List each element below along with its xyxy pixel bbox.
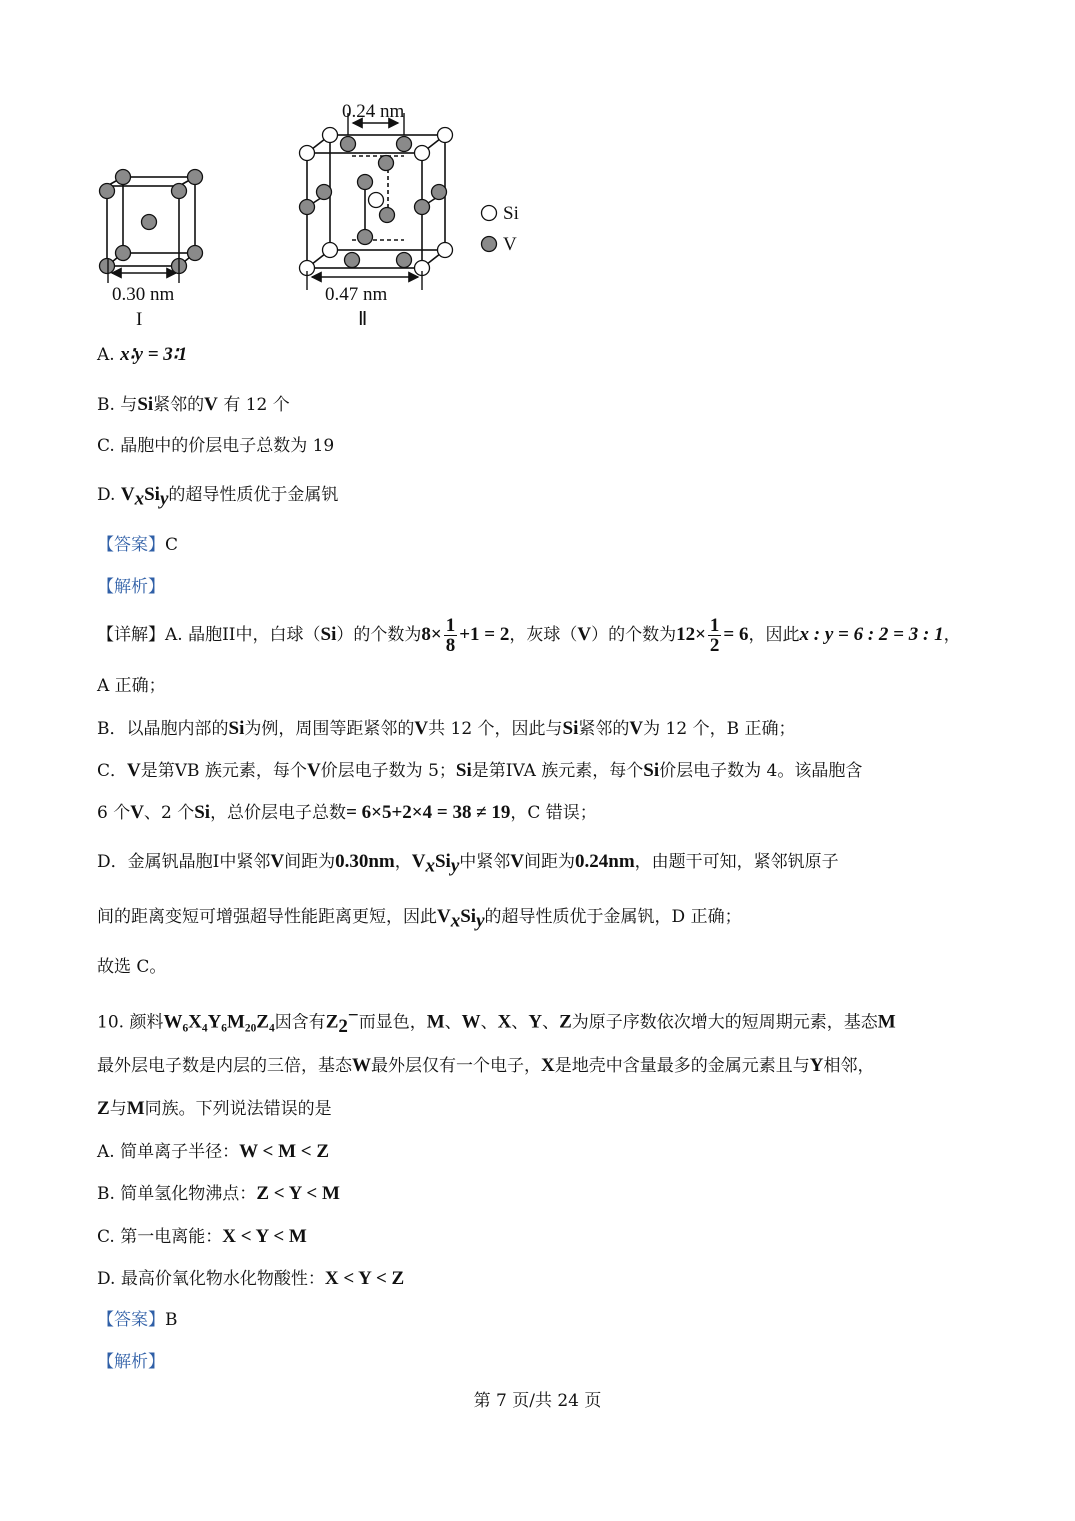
q9-option-d: D. $V_xSi_y$的超导性质优于金属钒: [97, 484, 339, 510]
fraction: $\frac{1}{2}$: [709, 615, 720, 656]
q9-detail-line-4: C．V是第VB 族元素，每个V价层电子数为 5；Si是第IVA 族元素，每个Si价层电子数为 4。该晶胞含: [97, 760, 863, 781]
q9-detail-line-5: 6 个V、2 个Si，总价层电子总数= 6×5+2×4 = 38 ≠ 19，C 错误；: [97, 802, 597, 823]
q10-option-d: D. 最高价氧化物水化物酸性：X < Y < Z: [97, 1268, 405, 1289]
q10-option-a: A. 简单离子半径：W < M < Z: [97, 1141, 330, 1162]
q9-detail-line-6: D．金属钒晶胞I中紧邻V间距为0.30nm，$V_xSi_y$中紧邻V间距为0.24nm，由题干可知，紧邻钒原子: [97, 851, 839, 877]
q9-detail-line-8: 故选 C。: [97, 957, 167, 977]
math-expression: x∶y = 3∶1: [120, 344, 188, 365]
q9-option-c: C. 晶胞中的价层电子总数为 19: [97, 436, 335, 456]
cell2-label: Ⅱ: [358, 309, 368, 330]
q9-option-b: B. 与Si紧邻的V 有 12 个: [97, 394, 290, 415]
q9-answer: 【答案】C: [97, 535, 179, 555]
cell2-top-dimension: 0.24 nm: [342, 101, 405, 122]
legend-v-label: V: [503, 234, 517, 255]
q10-stem-line-2: 最外层电子数是内层的三倍，基态W最外层仅有一个电子，X是地壳中含量最多的金属元素且与Y相邻，: [97, 1055, 875, 1076]
q9-detail-line-3: B．以晶胞内部的Si为例，周围等距紧邻的V共 12 个，因此与Si紧邻的V为 12 个，B 正确；: [97, 718, 796, 739]
crystal-cell-figure: [90, 95, 540, 345]
q10-answer: 【答案】B: [97, 1310, 178, 1330]
legend-si-label: Si: [503, 203, 519, 224]
q10-option-b: B. 简单氢化物沸点：Z < Y < M: [97, 1183, 340, 1204]
q9-detail-line-2: A 正确；: [97, 676, 166, 696]
page-footer: 第 7 页/共 24 页: [473, 1391, 602, 1411]
q10-stem-line-3: Z与M同族。下列说法错误的是: [97, 1098, 332, 1119]
q9-detail-line-7: 间的距离变短可增强超导性能距离更短，因此$V_xSi_y$的超导性质优于金属钒，D 正确；: [97, 906, 742, 932]
q9-detail-line-1: 【详解】A. 晶胞II中，白球（Si）的个数为8× $\frac{1}{8}$ +1 = 2，灰球（V）的个数为12× $\frac{1}{2}$ = 6，因此x : y = 6 : 2 = 3 : 1，: [97, 615, 961, 656]
q9-option-a: A. x∶y = 3∶1: [97, 344, 188, 365]
q10-option-c: C. 第一电离能：X < Y < M: [97, 1226, 307, 1247]
q10-analysis-heading: 【解析】: [97, 1352, 165, 1372]
q10-stem-line-1: 10. 颜料W₆X₄Y₆M₂₀Z₄因含有$Z_2^-$而显色，M、W、X、Y、Z为原子序数依次增大的短周期元素，基态M: [97, 1005, 896, 1038]
cell1-label: I: [136, 309, 143, 330]
fraction: $\frac{1}{8}$: [445, 615, 456, 656]
cell2-bottom-dimension: 0.47 nm: [325, 284, 388, 305]
cell1-dimension: 0.30 nm: [112, 284, 175, 305]
q9-analysis-heading: 【解析】: [97, 577, 165, 597]
